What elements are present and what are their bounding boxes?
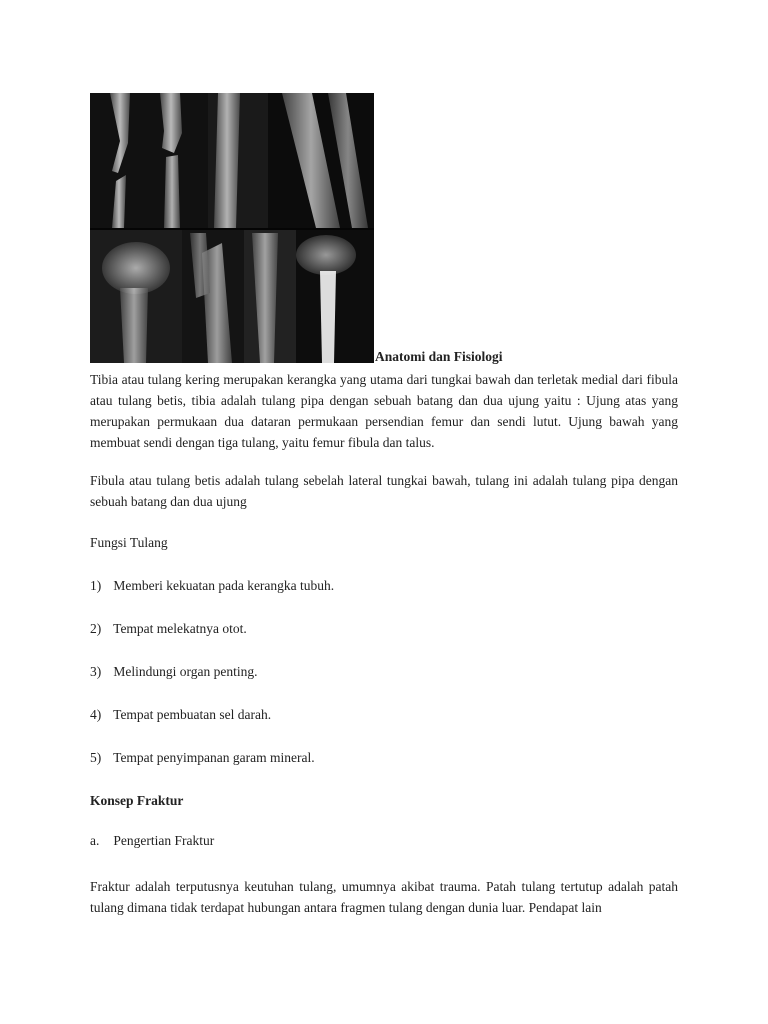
list-number: 2) xyxy=(90,621,102,636)
list-number: 4) xyxy=(90,707,102,722)
subheading-text: Pengertian Fraktur xyxy=(113,833,215,848)
paragraph-fraktur: Fraktur adalah terputusnya keutuhan tulang, umumnya akibat trauma. Patah tulang tertutup adalah patah tulang dimana tidak terdapat hubungan antara fragmen tulang dengan dunia luar. Pendapat lain xyxy=(90,879,678,915)
list-item xyxy=(90,664,258,680)
list-letter: a. xyxy=(90,833,100,848)
xray-collage-image xyxy=(90,93,374,363)
list-item xyxy=(90,750,315,766)
subheading-pengertian xyxy=(90,833,214,849)
paragraph-tibia: Tibia atau tulang kering merupakan kerangka yang utama dari tungkai bawah dan terletak medial dari fibula atau tulang betis, tibia adalah tulang pipa dengan sebuah batang dan dua ujung yaitu : Ujung atas yang merupakan permukaan dua dataran permukaan persendian femur dan sendi lutut. Ujung bawah yang membuat sendi dengan tiga tulang, yaitu femur fibula dan talus. xyxy=(90,372,678,450)
list-number: 5) xyxy=(90,750,102,765)
list-item xyxy=(90,578,334,594)
list-text: Tempat pembuatan sel darah. xyxy=(113,707,272,722)
list-text: Melindungi organ penting. xyxy=(113,664,258,679)
list-number: 3) xyxy=(90,664,102,679)
list-item xyxy=(90,621,247,637)
list-text: Memberi kekuatan pada kerangka tubuh. xyxy=(113,578,335,593)
section-heading: Anatomi dan Fisiologi xyxy=(375,349,503,364)
list-text: Tempat melekatnya otot. xyxy=(113,621,247,636)
list-item xyxy=(90,707,271,723)
list-number: 1) xyxy=(90,578,102,593)
fungsi-heading: Fungsi Tulang xyxy=(90,535,168,550)
paragraph-fibula: Fibula atau tulang betis adalah tulang sebelah lateral tungkai bawah, tulang ini adalah tulang pipa dengan sebuah batang dan dua ujung xyxy=(90,473,678,509)
list-text: Tempat penyimpanan garam mineral. xyxy=(113,750,315,765)
konsep-heading: Konsep Fraktur xyxy=(90,793,184,808)
